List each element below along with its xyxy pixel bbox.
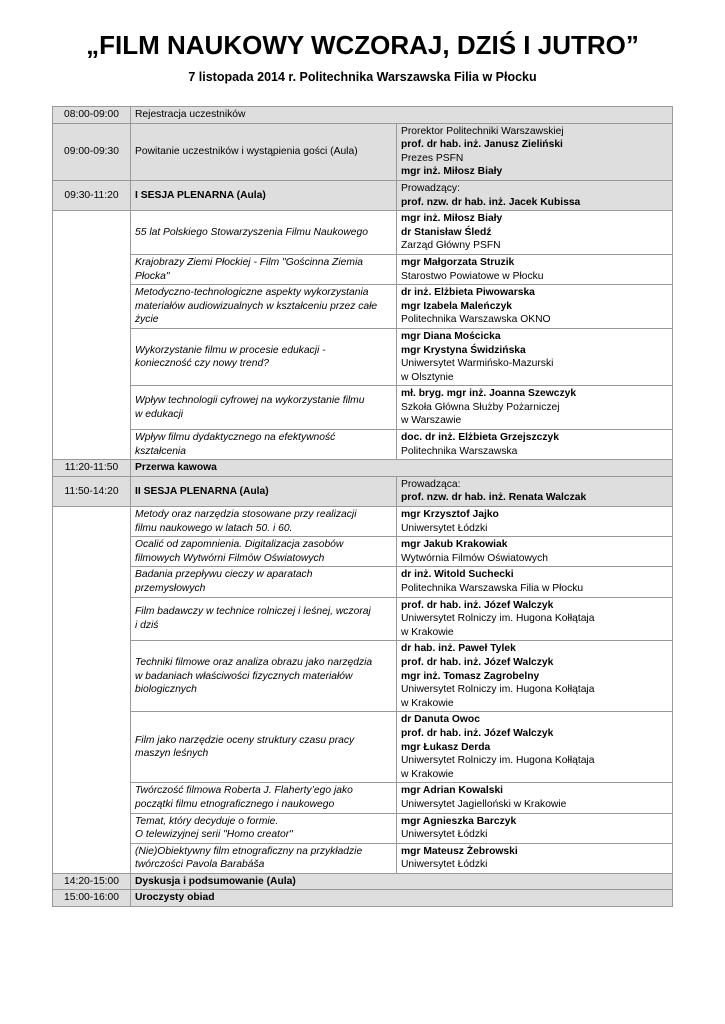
label-cell: Powitanie uczestników i wystąpienia gości (Aula)	[131, 123, 397, 180]
speaker-name: mgr Krystyna Świdzińska	[401, 344, 526, 356]
topic-line: Krajobrazy Ziemi Płockiej - Film "Gościnna Ziemia	[135, 256, 363, 268]
talk-topic	[131, 537, 397, 567]
talk-topic	[131, 567, 397, 597]
speaker-affiliation: Uniwersytet Warmińsko-Mazurski	[401, 358, 554, 370]
talk-speakers	[397, 783, 673, 813]
talk-topic	[131, 813, 397, 843]
topic-line: Ocalić od zapomnienia. Digitalizacja zasobów	[135, 539, 344, 551]
talk-row	[53, 430, 673, 460]
talk-row	[53, 537, 673, 567]
row-welcome	[53, 123, 673, 180]
topic-line: i dziś	[135, 619, 159, 631]
topic-line: (Nie)Obiektywny film etnograficzny na przykładzie	[135, 845, 363, 857]
time-cell: 11:50-14:20	[53, 476, 131, 506]
time-cell: 08:00-09:00	[53, 107, 131, 124]
talk-row	[53, 567, 673, 597]
talk-speakers	[397, 386, 673, 430]
time-cell: 11:20-11:50	[53, 460, 131, 477]
session-label: I SESJA PLENARNA (Aula)	[131, 180, 397, 210]
speaker-affiliation: Politechnika Warszawska	[401, 445, 518, 457]
speaker-affiliation: Uniwersytet Łódzki	[401, 522, 488, 534]
time-cell: 09:00-09:30	[53, 123, 131, 180]
time-cell: 15:00-16:00	[53, 890, 131, 907]
programme-body	[53, 107, 673, 907]
topic-line: Metodyczno-technologiczne aspekty wykorzystania	[135, 287, 369, 299]
talk-row	[53, 712, 673, 783]
talk-speakers	[397, 254, 673, 284]
speaker-name: dr Danuta Owoc	[401, 714, 480, 726]
label-cell: Uroczysty obiad	[131, 890, 673, 907]
speaker-affiliation: Zarząd Główny PSFN	[401, 240, 501, 252]
person-role: Prezes PSFN	[401, 152, 464, 164]
talk-speakers	[397, 285, 673, 329]
speaker-affiliation: Starostwo Powiatowe w Płocku	[401, 270, 544, 282]
speaker-affiliation: Uniwersytet Rolniczy im. Hugona Kołłątaja	[401, 755, 595, 767]
person-name: mgr inż. Miłosz Biały	[401, 166, 503, 178]
speaker-affiliation: Uniwersytet Rolniczy im. Hugona Kołłątaja	[401, 613, 595, 625]
programme-table	[52, 106, 673, 907]
topic-line: konieczność czy nowy trend?	[135, 358, 269, 370]
empty-time-cell	[53, 507, 131, 874]
speaker-name: mł. bryg. mgr inż. Joanna Szewczyk	[401, 388, 577, 400]
row-dinner	[53, 890, 673, 907]
talk-speakers	[397, 211, 673, 255]
speaker-affiliation: w Krakowie	[401, 768, 454, 780]
session-chair	[397, 180, 673, 210]
speaker-name: mgr Mateusz Żebrowski	[401, 845, 518, 857]
speaker-affiliation: w Krakowie	[401, 697, 454, 709]
topic-line: początki filmu etnograficznego i naukowego	[135, 798, 335, 810]
time-cell: 09:30-11:20	[53, 180, 131, 210]
speaker-affiliation: Uniwersytet Jagielloński w Krakowie	[401, 798, 567, 810]
row-registration	[53, 107, 673, 124]
talk-topic	[131, 641, 397, 712]
topic-line: Film jako narzędzie oceny struktury czasu pracy	[135, 734, 355, 746]
topic-line: Techniki filmowe oraz analiza obrazu jako narzędzia	[135, 656, 373, 668]
talk-speakers	[397, 507, 673, 537]
talk-topic	[131, 783, 397, 813]
talk-topic	[131, 285, 397, 329]
topic-line: filmu naukowego w latach 50. i 60.	[135, 522, 293, 534]
speaker-name: prof. dr hab. inż. Józef Walczyk	[401, 656, 554, 668]
talk-speakers	[397, 430, 673, 460]
talk-topic	[131, 328, 397, 385]
topic-line: Film badawczy w technice rolniczej i leśnej, wczoraj	[135, 606, 371, 618]
talk-topic	[131, 597, 397, 641]
person-name: prof. dr hab. inż. Janusz Zieliński	[401, 139, 563, 151]
topic-line: Temat, który decyduje o formie.	[135, 815, 279, 827]
speaker-name: mgr Izabela Maleńczyk	[401, 300, 513, 312]
row-session2	[53, 476, 673, 506]
session-chair	[397, 476, 673, 506]
talk-row	[53, 386, 673, 430]
speaker-affiliation: w Warszawie	[401, 415, 462, 427]
speaker-affiliation: Wytwórnia Filmów Oświatowych	[401, 552, 548, 564]
talk-row	[53, 211, 673, 255]
talk-row	[53, 254, 673, 284]
speaker-name: dr Stanisław Śledź	[401, 226, 492, 238]
talk-topic	[131, 430, 397, 460]
speaker-name: mgr inż. Tomasz Zagrobelny	[401, 670, 540, 682]
speaker-affiliation: w Olsztynie	[401, 371, 454, 383]
chair-name: prof. nzw. dr hab. inż. Renata Walczak	[401, 492, 587, 504]
topic-line: Wpływ technologii cyfrowej na wykorzystanie filmu	[135, 395, 365, 407]
row-coffee	[53, 460, 673, 477]
document-subtitle: 7 listopada 2014 r. Politechnika Warszawska Filia w Płocku	[188, 70, 537, 84]
row-session1	[53, 180, 673, 210]
topic-line: 55 lat Polskiego Stowarzyszenia Filmu Naukowego	[135, 226, 368, 238]
talk-topic	[131, 386, 397, 430]
talk-row	[53, 783, 673, 813]
speaker-affiliation: w Krakowie	[401, 626, 454, 638]
talk-speakers	[397, 712, 673, 783]
talk-speakers	[397, 843, 673, 873]
talk-topic	[131, 254, 397, 284]
topic-line: Badania przepływu cieczy w aparatach	[135, 569, 313, 581]
speaker-name: mgr Jakub Krakowiak	[401, 539, 508, 551]
speaker-affiliation: Politechnika Warszawska Filia w Płocku	[401, 583, 584, 594]
chair-label: Prowadzący:	[401, 182, 460, 194]
speaker-affiliation: Uniwersytet Łódzki	[401, 859, 488, 871]
speaker-name: dr hab. inż. Paweł Tylek	[401, 643, 516, 655]
document-title: „FILM NAUKOWY WCZORAJ, DZIŚ I JUTRO”	[86, 30, 639, 60]
speaker-name: dr inż. Elżbieta Piwowarska	[401, 287, 535, 299]
talk-row	[53, 641, 673, 712]
topic-line: w edukacji	[135, 408, 184, 420]
label-cell: Dyskusja i podsumowanie (Aula)	[131, 873, 673, 890]
time-cell: 14:20-15:00	[53, 873, 131, 890]
talk-row	[53, 507, 673, 537]
talk-row	[53, 328, 673, 385]
topic-line: w badaniach właściwości fizycznych materiałów	[135, 670, 353, 682]
topic-line: materiałów audiowizualnych w kształceniu przez całe	[135, 300, 378, 312]
topic-line: Metody oraz narzędzia stosowane przy realizacji	[135, 509, 357, 521]
speaker-affiliation: Szkoła Główna Służby Pożarniczej	[401, 401, 560, 413]
row-discussion	[53, 873, 673, 890]
speaker-name: mgr Krzysztof Jajko	[401, 509, 499, 521]
talk-row	[53, 843, 673, 873]
topic-line: przemysłowych	[135, 583, 206, 594]
speaker-name: mgr Łukasz Derda	[401, 741, 491, 753]
talk-topic	[131, 712, 397, 783]
topic-line: Twórczość filmowa Roberta J. Flaherty’ego jako	[135, 785, 353, 797]
speaker-name: prof. dr hab. inż. Józef Walczyk	[401, 599, 554, 611]
speaker-name: mgr inż. Miłosz Biały	[401, 213, 503, 225]
person-role: Prorektor Politechniki Warszawskiej	[401, 125, 564, 137]
label-cell: Przerwa kawowa	[131, 460, 673, 477]
welcome-people	[397, 123, 673, 180]
talk-speakers	[397, 328, 673, 385]
label-cell: Rejestracja uczestników	[131, 107, 673, 124]
speaker-name: mgr Małgorzata Struzik	[401, 256, 515, 268]
session-label: II SESJA PLENARNA (Aula)	[131, 476, 397, 506]
talk-topic	[131, 507, 397, 537]
speaker-name: mgr Agnieszka Barczyk	[401, 815, 517, 827]
talk-speakers	[397, 537, 673, 567]
topic-line: biologicznych	[135, 684, 197, 696]
topic-line: maszyn leśnych	[135, 748, 209, 760]
speaker-name: dr inż. Witold Suchecki	[401, 569, 514, 581]
speaker-name: prof. dr hab. inż. Józef Walczyk	[401, 727, 554, 739]
speaker-affiliation: Uniwersytet Rolniczy im. Hugona Kołłątaja	[401, 684, 595, 696]
topic-line: Wykorzystanie filmu w procesie edukacji -	[135, 344, 326, 356]
topic-line: Wpływ filmu dydaktycznego na efektywność	[135, 432, 336, 444]
topic-line: życie	[135, 314, 159, 326]
speaker-affiliation: Uniwersytet Łódzki	[401, 829, 488, 841]
talk-speakers	[397, 567, 673, 597]
topic-line: twórczości Pavola Barabáša	[135, 859, 265, 871]
topic-line: kształcenia	[135, 445, 186, 457]
talk-speakers	[397, 597, 673, 641]
talk-row	[53, 813, 673, 843]
talk-speakers	[397, 641, 673, 712]
talk-topic	[131, 843, 397, 873]
speaker-name: mgr Adrian Kowalski	[401, 785, 504, 797]
talk-speakers	[397, 813, 673, 843]
chair-label: Prowadząca:	[401, 478, 461, 490]
talk-row	[53, 285, 673, 329]
talk-row	[53, 597, 673, 641]
topic-line: O telewizyjnej serii "Homo creator"	[135, 829, 293, 841]
topic-line: Płocka"	[135, 270, 170, 282]
speaker-name: mgr Diana Mościcka	[401, 330, 501, 342]
empty-time-cell	[53, 211, 131, 460]
chair-name: prof. nzw. dr hab. inż. Jacek Kubissa	[401, 196, 581, 208]
talk-topic	[131, 211, 397, 255]
topic-line: filmowych Wytwórni Filmów Oświatowych	[135, 552, 325, 564]
speaker-affiliation: Politechnika Warszawska OKNO	[401, 314, 551, 326]
speaker-name: doc. dr inż. Elżbieta Grzejszczyk	[401, 432, 559, 444]
